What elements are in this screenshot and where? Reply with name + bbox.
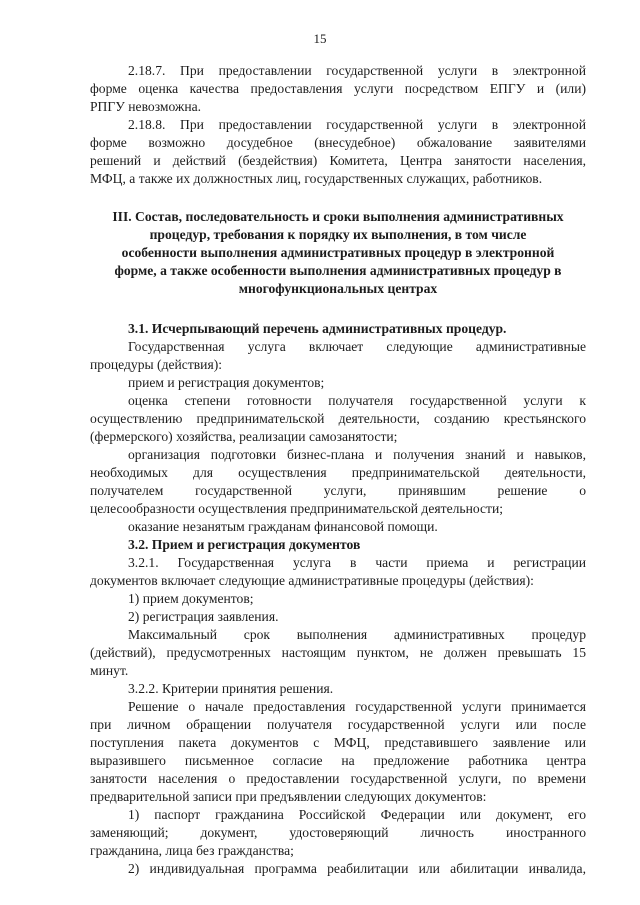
subsection-heading-3-2: 3.2. Прием и регистрация документов — [128, 537, 361, 552]
heading-line: многофункциональных центрах — [238, 281, 438, 296]
text-line: Максимальный срок выполнения административных процедур — [128, 627, 586, 642]
text-line: получателем государственной услуги, принявшим решение о — [90, 483, 586, 498]
text-line: (действий), предусмотренных настоящим пунктом, не должен превышать 15 — [90, 645, 586, 660]
text-line: 3.2.1. Государственная услуга в части приема и регистрации — [128, 555, 586, 570]
text-line: документов включает следующие административные процедуры (действия): — [90, 573, 534, 588]
text-line: целесообразности осуществления предпринимательской деятельности; — [90, 501, 504, 516]
text-line: МФЦ, а также их должностных лиц, государственных служащих, работников. — [90, 171, 543, 186]
text-line: гражданина, лица без гражданства; — [90, 843, 294, 858]
text-line: решений и действий (бездействия) Комитета, Центра занятости населения, — [90, 153, 586, 168]
text-line: выразившего письменное согласие на предложение работника центра — [90, 753, 586, 768]
text-line: форме оценка качества предоставления услуги посредством ЕПГУ и (или) — [90, 81, 586, 96]
text-line: предварительной записи при предъявлении следующих документов: — [90, 789, 487, 804]
text-line: 2.18.8. При предоставлении государственной услуги в электронной — [128, 117, 586, 132]
text-line: минут. — [90, 663, 129, 678]
list-item: 2) индивидуальная программа реабилитации или абилитации инвалида, — [128, 861, 586, 876]
list-item: 2) регистрация заявления. — [128, 609, 279, 624]
text-line: заменяющий; документ, удостоверяющий личность иностранного — [90, 825, 586, 840]
text-line: при личном обращении получателя государственной услуги или после — [90, 717, 586, 732]
text-line: организация подготовки бизнес-плана и получения знаний и навыков, — [128, 447, 586, 462]
text-line: оценка степени готовности получателя государственной услуги к — [128, 393, 586, 408]
text-line: 1) паспорт гражданина Российской Федерации или документ, его — [128, 807, 586, 822]
heading-line: особенности выполнения административных процедур в электронной — [121, 245, 555, 260]
text-line: поступления пакета документов с МФЦ, представившего заявление или — [90, 735, 586, 750]
text-line: осуществлению предпринимательской деятельности, созданию крестьянского — [90, 411, 586, 426]
text-line: Решение о начале предоставления государственной услуги принимается — [128, 699, 586, 714]
text-line: занятости населения о предоставлении государственной услуги, по времени — [90, 771, 586, 786]
list-item: прием и регистрация документов; — [128, 375, 325, 390]
heading-line: форме, а также особенности выполнения административных процедур в — [114, 263, 562, 278]
list-item: 1) прием документов; — [128, 591, 254, 606]
text-line: процедуры (действия): — [90, 357, 223, 372]
text-line: необходимых для осуществления предпринимательской деятельности, — [90, 465, 586, 480]
paragraph-3-2-2: 3.2.2. Критерии принятия решения. — [128, 681, 334, 696]
heading-line: III. Состав, последовательность и сроки выполнения административных — [112, 209, 564, 224]
subsection-heading-3-1: 3.1. Исчерпывающий перечень административных процедур. — [128, 321, 507, 336]
text-line: РПГУ невозможна. — [90, 99, 202, 114]
text-line: 2.18.7. При предоставлении государственной услуги в электронной — [128, 63, 586, 78]
text-line: форме возможно досудебное (внесудебное) обжалование заявителями — [90, 135, 586, 150]
text-line: (фермерского) хозяйства, реализации самозанятости; — [90, 429, 398, 444]
heading-line: процедур, требования к порядку их выполнения, в том числе — [149, 227, 527, 242]
text-line: Государственная услуга включает следующие административные — [128, 339, 586, 354]
page-number: 15 — [313, 31, 327, 46]
list-item: оказание незанятым гражданам финансовой помощи. — [128, 519, 438, 534]
